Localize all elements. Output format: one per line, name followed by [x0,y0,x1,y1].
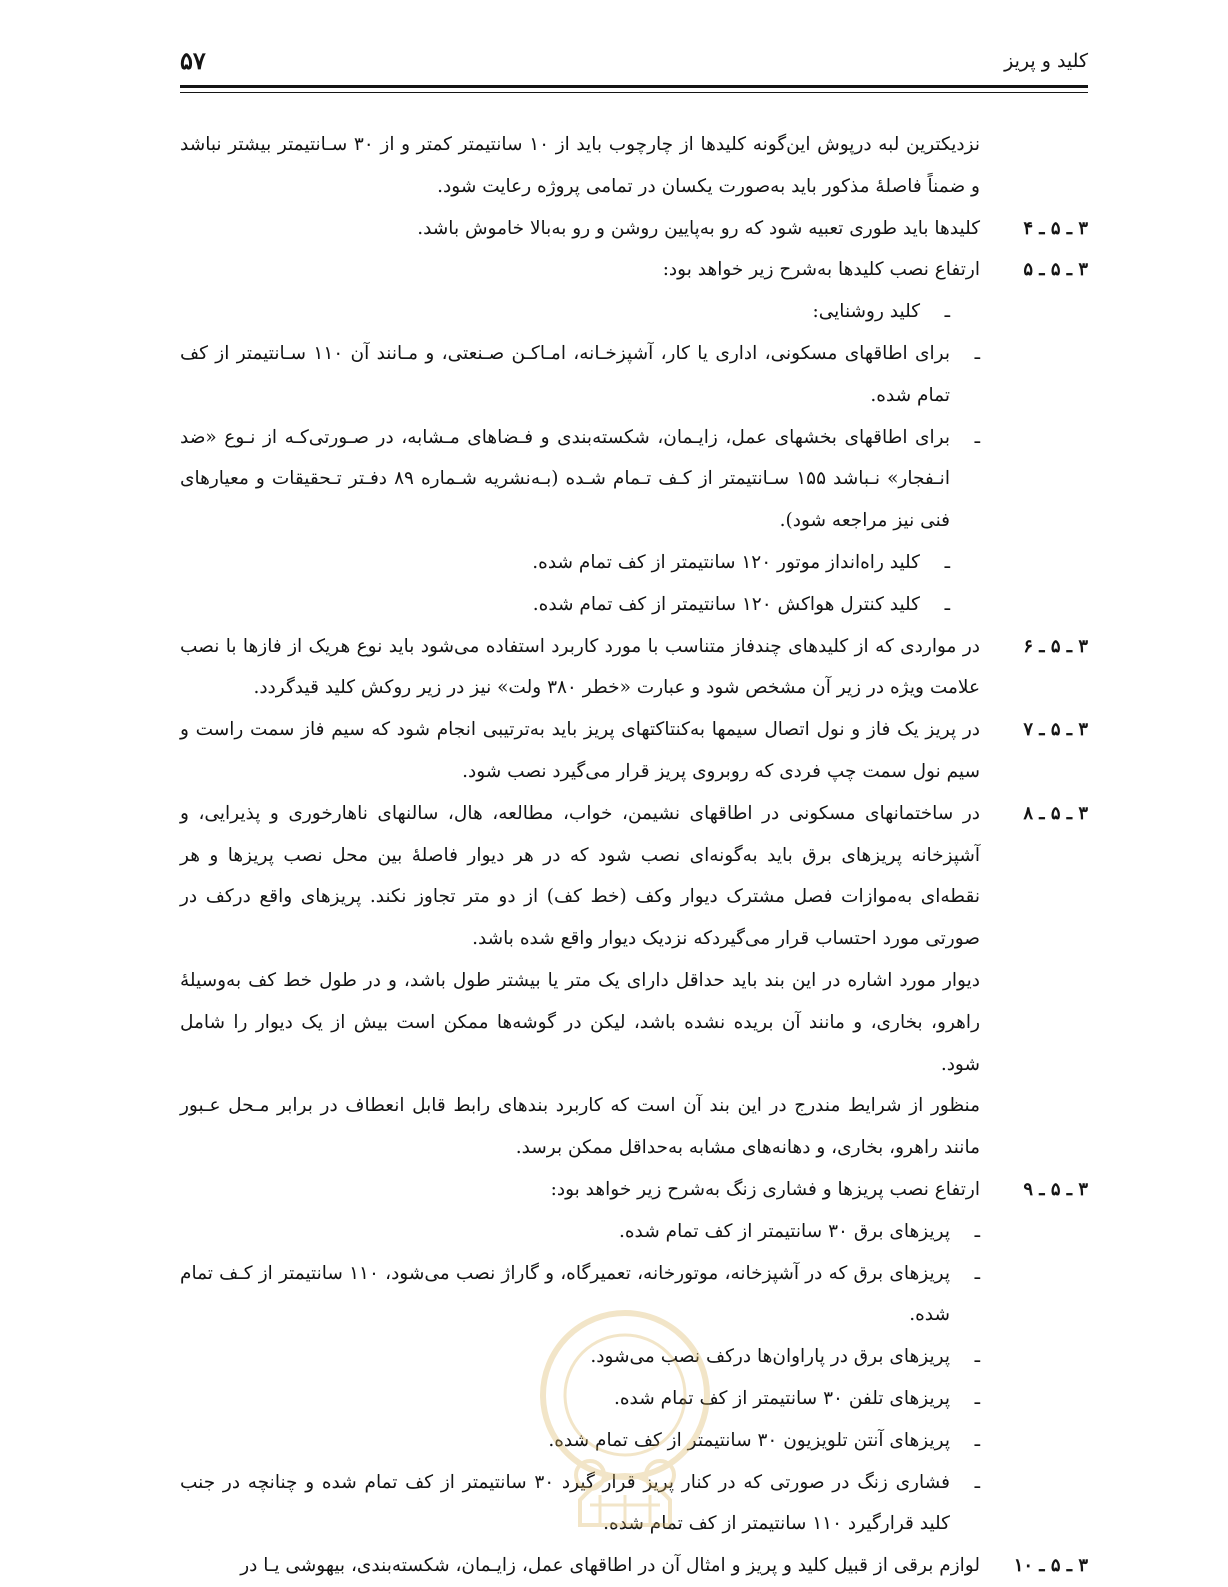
section-3-5-4 [180,208,1088,250]
header-rule-thick [180,85,1088,88]
page-header [180,40,1088,80]
bullet-dash: ـ [944,593,950,615]
section-continuation: منظور از شرایط مندرج در این بند آن است که کاربرد بندهای رابط قابل انعطاف در برابر مـحل عـبور مانند راهرو، بخاری، و دهانه‌های مشابه به‌حداقل ممکن برسد. [180,1095,980,1159]
bullet-text: کلید کنترل هواکش ۱۲۰ سانتیمتر از کف تمام شده. [532,593,920,615]
section-text: ارتفاع نصب کلیدها به‌شرح زیر خواهد بود: [662,259,980,281]
bullet-dash: ـ [974,426,980,448]
bullet-text: پریزهای آنتن تلویزیون ۳۰ سانتیمتر از کف تمام شده. [548,1429,950,1451]
section-text: در ساختمانهای مسکونی در اطاقهای نشیمن، خواب، مطالعه، هال، سالنهای ناهارخوری و پذیرایی، و آشپزخانه پریزهای برق باید به‌گونه‌ای نصب شود که در هر دیوار فاصلهٔ بین محل نصب پریزها و هر نقطه‌ای به‌موازات فصل مشترک دیوار وکف (خط کف) از دو متر تجاوز نکند. پریزهای واقع درکف در صورتی مورد احتساب قرار می‌گیردکه نزدیک دیوار واقع شده باشد. [180,802,980,950]
list-item [180,291,950,333]
intro-paragraph: نزدیکترین لبه درپوش این‌گونه کلیدها از چارچوب باید از ۱۰ سانتیمتر کمتر و از ۳۰ سـانتیمتر بیشتر نباشد و ضمناً فاصلهٔ مذکور باید به‌صورت یکسان در تمامی پروژه رعایت شود. [180,134,981,197]
list-item [180,1211,980,1253]
bullet-dash: ـ [974,1471,980,1493]
section-number: ۳ ـ ۵ ـ ۷ [1023,719,1088,741]
list-item [180,417,980,542]
bullet-text: فشاری زنگ در صورتی که در کنار پریز قرار گیرد ۳۰ سانتیمتر از کف تمام شده و چنانچه در جنب کلید قرارگیرد ۱۱۰ سانتیمتر از کف تمام شده. [180,1471,950,1535]
section-3-5-5 [180,249,1088,291]
bullet-dash: ـ [974,1387,980,1409]
list-item [180,1253,980,1337]
bullet-text: برای اطاقهای مسکونی، اداری یا کار، آشپزخـانه، امـاکـن صـنعتی، و مـانند آن ۱۱۰ سـانتیمتر از کف تمام شده. [180,342,950,406]
section-text: ارتفاع نصب پریزها و فشاری زنگ به‌شرح زیر خواهد بود: [550,1178,980,1200]
section-number: ۳ ـ ۵ ـ ۴ [1023,217,1088,239]
bullet-text: کلید روشنایی: [812,301,920,323]
list-item [180,1462,980,1546]
section-text: در مواردی که از کلیدهای چندفاز متناسب با مورد کاربرد استفاده می‌شود باید نوع هریک از فازها با نصب علامت ویژه در زیر آن مشخص شود و عبارت «خطر ۳۸۰ ولت» نیز در زیر روکش کلید قیدگردد. [180,635,980,699]
section-number: ۳ ـ ۵ ـ ۵ [1023,259,1088,281]
list-item [180,542,950,584]
bullet-dash: ـ [974,1262,980,1284]
bullet-dash: ـ [944,551,950,573]
section-text: در پریز یک فاز و نول اتصال سیمها به‌کنتاکتهای پریز باید به‌ترتیبی انجام شود که سیم فاز سمت راست و سیم نول سمت چپ فردی که روبروی پریز قرار می‌گیرد نصب شود. [180,719,980,782]
section-3-5-6 [180,626,1088,710]
section-number: ۳ ـ ۵ ـ ۸ [1023,802,1088,824]
bullet-text: پریزهای برق ۳۰ سانتیمتر از کف تمام شده. [618,1220,950,1242]
bullet-dash: ـ [974,1220,980,1242]
bullet-dash: ـ [974,1346,980,1368]
section-3-5-10 [180,1545,1088,1587]
running-title: کلید و پریز [1004,50,1088,72]
section-text: لوازم برقی از قبیل کلید و پریز و امثال آن در اطاقهای عمل، زایـمان، شکسته‌بندی، بیهوشی یـا در [240,1555,980,1577]
section-3-5-9 [180,1169,1088,1211]
section-number: ۳ ـ ۵ ـ ۶ [1023,635,1088,657]
section-number: ۳ ـ ۵ ـ ۱۰ [1013,1555,1088,1577]
section-3-5-8 [180,793,1088,960]
bullet-dash: ـ [974,342,980,364]
bullet-text: برای اطاقهای بخشهای عمل، زایـمان، شکسته‌بندی و فـضاهای مـشابه، در صـورتی‌کـه از نـوع «ضد انـفجار» نـباشد ۱۵۵ سـانتیمتر از کـف تـمام شـده (بـه‌نشریه شـماره ۸۹ دفـتر تـحقیقات و معیارهای فنی نیز مراجعه شود). [180,426,950,532]
bullet-dash: ـ [944,301,950,323]
bullet-text: پریزهای برق در پاراوان‌ها درکف نصب می‌شود. [590,1346,950,1368]
document-body [180,124,1088,1587]
list-item [180,584,950,626]
list-item [180,333,980,417]
bullet-text: پریزهای برق که در آشپزخانه، موتورخانه، تعمیرگاه، و گاراژ نصب می‌شود، ۱۱۰ سانتیمتر از کـف تمام شده. [180,1262,950,1326]
list-item [180,1336,980,1378]
section-number: ۳ ـ ۵ ـ ۹ [1023,1178,1088,1200]
list-item [180,1420,980,1462]
bullet-dash: ـ [974,1429,980,1451]
header-rule-thin [180,92,1088,93]
section-continuation: دیوار مورد اشاره در این بند باید حداقل دارای یک متر یا بیشتر طول باشد، و در طول خط کف به‌وسیلهٔ راهرو، بخاری، و مانند آن بریده نشده باشد، لیکن در گوشه‌ها ممکن است بیش از یک دیوار را شامل شود. [180,969,980,1075]
list-item [180,1378,980,1420]
section-3-5-7 [180,709,1088,793]
section-text: کلیدها باید طوری تعبیه شود که رو به‌پایین روشن و رو به‌بالا خاموش باشد. [417,217,980,239]
bullet-text: پریزهای تلفن ۳۰ سانتیمتر از کف تمام شده. [613,1387,950,1409]
page-number: ۵۷ [180,46,206,75]
bullet-text: کلید راه‌انداز موتور ۱۲۰ سانتیمتر از کف تمام شده. [532,551,920,573]
